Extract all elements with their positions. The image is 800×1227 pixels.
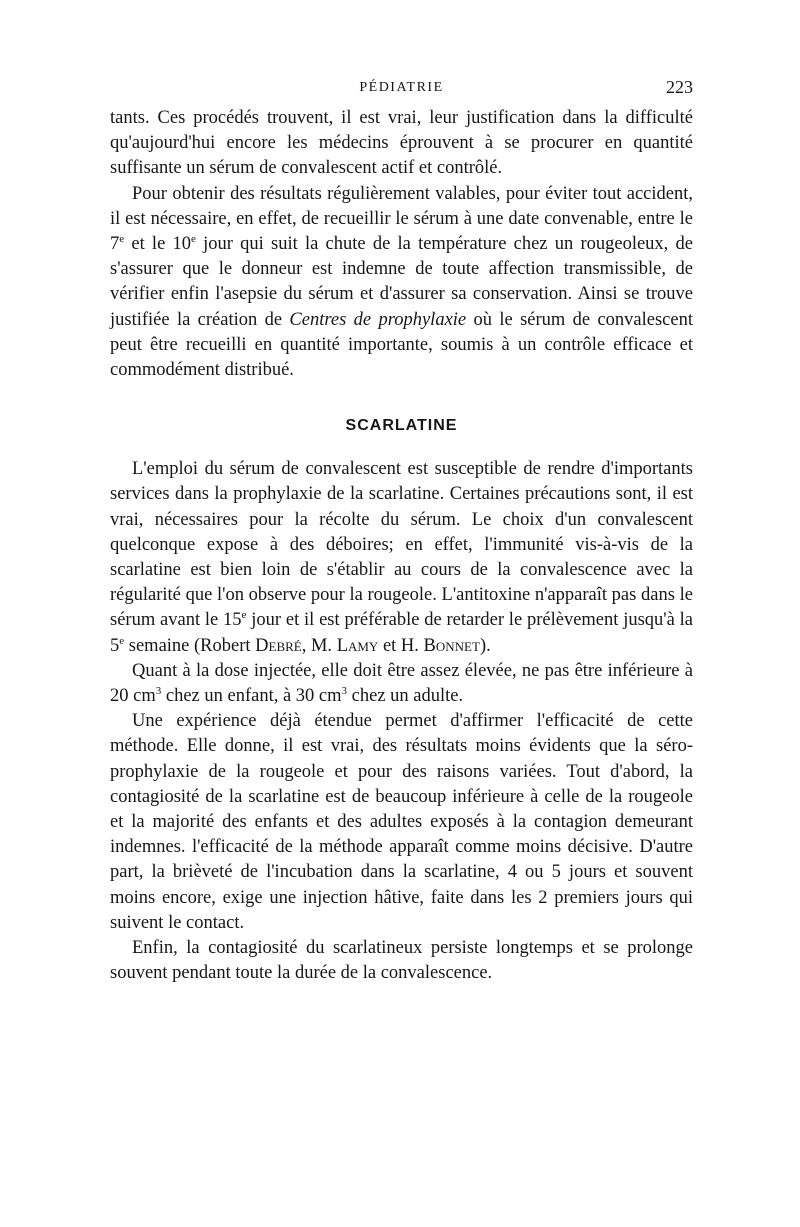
author-name: Lamy (336, 635, 379, 656)
paragraph-dose (110, 659, 693, 709)
superscript: e (241, 609, 247, 622)
text-run: Quant à la dose injectée, elle doit être assez élevée, ne pas être inférieure à 20 cm (110, 660, 693, 707)
text-run: et le 10 (124, 234, 192, 255)
text-run: Pour obtenir des résultats régulièrement valables, pour éviter tout accident, il est nécessaire, en effet, de recueillir le sérum à une date convenable, entre le 7 (110, 183, 693, 255)
page-number: 223 (666, 77, 693, 97)
author-name: Bonnet (423, 635, 480, 656)
superscript: e (119, 634, 125, 647)
italic-term: Centres de prophylaxie (289, 309, 467, 330)
text-run: jour qui suit la chute de la température chez un rougeoleux, de s'assurer que le donneur est indemne de toute affection transmissible, de vérifier enfin l'asepsie du sérum et d'assurer sa conservation. Ainsi se trouve justifiée la création de (110, 234, 693, 330)
text-run: chez un enfant, à 30 cm (161, 686, 342, 707)
text-run: ). (479, 635, 491, 656)
text-run: , M. (301, 635, 337, 656)
section-heading: SCARLATINE (345, 417, 458, 435)
superscript: 3 (155, 684, 162, 697)
text-run: L'emploi du sérum de convalescent est susceptible de rendre d'importants services dans la prophylaxie de la scarlatine. Certaines précautions sont, il est vrai, nécessaires pour la récolte du sérum. Le choix d'un convalescent quelconque expose à des déboires; en effet, l'immunité vis-à-vis de la scarlatine est bien loin de s'établir au cours de la convalescence avec la régularité que l'on observe pour la rougeole. L'antitoxine n'apparaît pas dans le sérum avant le 15 (110, 459, 693, 631)
superscript: 3 (341, 684, 348, 697)
paragraph-scarlatine-intro (110, 457, 693, 659)
text-run: chez un adulte. (347, 686, 464, 707)
text-run: où le sérum de convalescent peut être recueilli en quantité importante, soumis à un contrôle efficace et commodément distribué. (110, 309, 693, 381)
book-page (110, 70, 693, 987)
text-run: jour et il est préférable de retarder le prélèvement jusqu'à la 5 (110, 610, 693, 656)
running-title: PÉDIATRIE (359, 80, 444, 95)
paragraph-efficacy: Une expérience déjà étendue permet d'affirmer l'efficacité de cette méthode. Elle donne, il est vrai, des résultats moins évidents que la séro-prophylaxie de la rougeole et pour des raisons variées. Tout d'abord, la contagiosité de la scarlatine est de beaucoup inférieure à celle de la rougeole et la majorité des enfants et des adultes exposés à la contagion demeurant indemnes. l'efficacité de la méthode apparaît comme moins décisive. D'autre part, la brièveté de l'incubation dans la scarlatine, 4 ou 5 jours et souvent moins encore, exige une injection hâtive, faite dans les 2 premiers jours qui suivent le contact. (110, 711, 693, 933)
author-name: Debré (255, 635, 302, 656)
paragraph-contagiousness: Enfin, la contagiosité du scarlatineux persiste longtemps et se prolonge souvent pendant toute la durée de la convalescence. (110, 938, 693, 984)
text-run: semaine (Robert (124, 635, 256, 656)
running-header (110, 70, 693, 106)
paragraph-continuation: tants. Ces procédés trouvent, il est vrai, leur justification dans la difficulté qu'aujourd'hui encore les médecins éprouvent à se procurer en quantité suffisante un sérum de convalescent actif et contrôlé. (110, 108, 693, 179)
paragraph-serum-collection (110, 182, 693, 384)
superscript: e (191, 232, 196, 245)
superscript: e (119, 232, 125, 245)
text-run: et H. (378, 635, 424, 656)
